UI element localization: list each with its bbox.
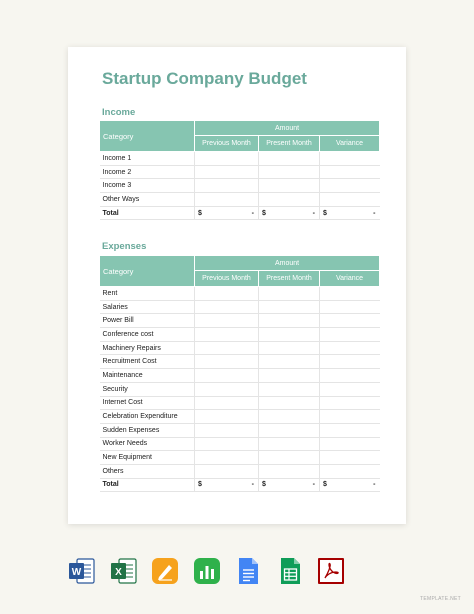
currency-symbol: $ — [198, 209, 202, 217]
income-previous-cell[interactable] — [195, 165, 259, 179]
income-variance-cell[interactable] — [320, 179, 380, 193]
expenses-category-cell: New Equipment — [100, 451, 195, 465]
expenses-previous-cell[interactable] — [195, 328, 259, 342]
expenses-row — [100, 341, 380, 355]
expenses-present-cell[interactable] — [259, 369, 320, 383]
expenses-present-cell[interactable] — [259, 328, 320, 342]
expenses-category-cell: Power Bill — [100, 314, 195, 328]
income-present-cell[interactable] — [259, 165, 320, 179]
expenses-variance-cell[interactable] — [320, 341, 380, 355]
income-total-row — [100, 206, 380, 220]
expenses-total-variance — [320, 478, 380, 492]
income-total-previous — [195, 206, 259, 220]
currency-symbol: $ — [323, 481, 327, 489]
expenses-variance-cell[interactable] — [320, 300, 380, 314]
amount-dash: - — [373, 209, 376, 217]
amount-dash: - — [251, 209, 254, 217]
expenses-previous-month-header: Previous Month — [195, 271, 259, 287]
expenses-row — [100, 423, 380, 437]
expenses-previous-cell[interactable] — [195, 314, 259, 328]
expenses-previous-cell[interactable] — [195, 451, 259, 465]
currency-symbol: $ — [262, 481, 266, 489]
expenses-row — [100, 314, 380, 328]
expenses-present-cell[interactable] — [259, 423, 320, 437]
expenses-total-previous — [195, 478, 259, 492]
expenses-row — [100, 355, 380, 369]
expenses-variance-cell[interactable] — [320, 314, 380, 328]
income-present-cell[interactable] — [259, 179, 320, 193]
income-row — [100, 193, 380, 207]
expenses-total-row — [100, 478, 380, 492]
income-category-header: Category — [100, 121, 195, 152]
income-previous-cell[interactable] — [195, 179, 259, 193]
income-variance-cell[interactable] — [320, 165, 380, 179]
income-table — [99, 120, 380, 220]
expenses-previous-cell[interactable] — [195, 369, 259, 383]
expenses-present-cell[interactable] — [259, 300, 320, 314]
income-previous-month-header: Previous Month — [195, 136, 259, 152]
income-variance-cell[interactable] — [320, 193, 380, 207]
expenses-variance-cell[interactable] — [320, 328, 380, 342]
expenses-variance-header: Variance — [320, 271, 380, 287]
document-title: Startup Company Budget — [102, 69, 307, 88]
word-icon[interactable] — [68, 557, 96, 585]
expenses-present-cell[interactable] — [259, 382, 320, 396]
income-category-cell: Income 2 — [100, 165, 195, 179]
expenses-present-cell[interactable] — [259, 437, 320, 451]
expenses-previous-cell[interactable] — [195, 437, 259, 451]
svg-text:X: X — [114, 567, 122, 578]
amount-dash: - — [373, 481, 376, 489]
income-variance-cell[interactable] — [320, 152, 380, 166]
expenses-row — [100, 369, 380, 383]
income-present-cell[interactable] — [259, 152, 320, 166]
expenses-row — [100, 287, 380, 301]
amount-dash: - — [251, 481, 254, 489]
expenses-category-cell: Conference cost — [100, 328, 195, 342]
expenses-row — [100, 396, 380, 410]
format-icons-bar — [68, 557, 345, 585]
income-present-cell[interactable] — [259, 193, 320, 207]
expenses-variance-cell[interactable] — [320, 396, 380, 410]
expenses-variance-cell[interactable] — [320, 464, 380, 478]
pdf-icon[interactable] — [317, 557, 345, 585]
expenses-previous-cell[interactable] — [195, 396, 259, 410]
income-total-variance — [320, 206, 380, 220]
expenses-row — [100, 300, 380, 314]
expenses-present-cell[interactable] — [259, 314, 320, 328]
income-total-present — [259, 206, 320, 220]
pages-icon[interactable] — [151, 557, 179, 585]
expenses-previous-cell[interactable] — [195, 382, 259, 396]
currency-symbol: $ — [262, 209, 266, 217]
expenses-category-cell: Recruitment Cost — [100, 355, 195, 369]
income-category-cell: Other Ways — [100, 193, 195, 207]
expenses-variance-cell[interactable] — [320, 382, 380, 396]
expenses-present-cell[interactable] — [259, 341, 320, 355]
income-previous-cell[interactable] — [195, 193, 259, 207]
expenses-category-cell: Rent — [100, 287, 195, 301]
expenses-variance-cell[interactable] — [320, 437, 380, 451]
expenses-category-cell: Worker Needs — [100, 437, 195, 451]
expenses-category-cell: Security — [100, 382, 195, 396]
expenses-section-title: Expenses — [102, 241, 147, 252]
expenses-row — [100, 328, 380, 342]
income-row — [100, 179, 380, 193]
currency-symbol: $ — [198, 481, 202, 489]
amount-dash: - — [312, 481, 315, 489]
expenses-previous-cell[interactable] — [195, 423, 259, 437]
numbers-icon[interactable] — [193, 557, 221, 585]
expenses-previous-cell[interactable] — [195, 410, 259, 424]
expenses-row — [100, 410, 380, 424]
excel-icon[interactable] — [110, 557, 138, 585]
expenses-table — [99, 255, 380, 492]
expenses-present-cell[interactable] — [259, 451, 320, 465]
expenses-present-cell[interactable] — [259, 410, 320, 424]
income-present-month-header: Present Month — [259, 136, 320, 152]
expenses-amount-header: Amount — [195, 256, 380, 271]
expenses-previous-cell[interactable] — [195, 300, 259, 314]
expenses-present-cell[interactable] — [259, 396, 320, 410]
expenses-variance-cell[interactable] — [320, 451, 380, 465]
document-page — [68, 47, 406, 524]
google-sheets-icon[interactable] — [276, 557, 304, 585]
svg-text:W: W — [71, 567, 82, 578]
income-total-label: Total — [100, 206, 195, 220]
watermark: TEMPLATE.NET — [420, 596, 462, 602]
amount-dash: - — [312, 209, 315, 217]
expenses-previous-cell[interactable] — [195, 341, 259, 355]
expenses-present-cell[interactable] — [259, 355, 320, 369]
income-row — [100, 152, 380, 166]
income-variance-header: Variance — [320, 136, 380, 152]
currency-symbol: $ — [323, 209, 327, 217]
income-category-cell: Income 3 — [100, 179, 195, 193]
income-category-cell: Income 1 — [100, 152, 195, 166]
expenses-category-cell: Sudden Expenses — [100, 423, 195, 437]
income-row — [100, 165, 380, 179]
expenses-category-header: Category — [100, 256, 195, 287]
expenses-row — [100, 451, 380, 465]
google-docs-icon[interactable] — [234, 557, 262, 585]
income-previous-cell[interactable] — [195, 152, 259, 166]
expenses-total-present — [259, 478, 320, 492]
expenses-row — [100, 464, 380, 478]
income-section-title: Income — [102, 107, 136, 118]
expenses-total-label: Total — [100, 478, 195, 492]
expenses-variance-cell[interactable] — [320, 369, 380, 383]
expenses-variance-cell[interactable] — [320, 410, 380, 424]
expenses-category-cell: Others — [100, 464, 195, 478]
expenses-category-cell: Celebration Expenditure — [100, 410, 195, 424]
expenses-present-month-header: Present Month — [259, 271, 320, 287]
expenses-category-cell: Maintenance — [100, 369, 195, 383]
expenses-category-cell: Machinery Repairs — [100, 341, 195, 355]
expenses-variance-cell[interactable] — [320, 355, 380, 369]
expenses-variance-cell[interactable] — [320, 287, 380, 301]
expenses-variance-cell[interactable] — [320, 423, 380, 437]
expenses-present-cell[interactable] — [259, 287, 320, 301]
income-amount-header: Amount — [195, 121, 380, 136]
expenses-row — [100, 382, 380, 396]
expenses-category-cell: Salaries — [100, 300, 195, 314]
expenses-previous-cell[interactable] — [195, 287, 259, 301]
expenses-category-cell: Internet Cost — [100, 396, 195, 410]
expenses-row — [100, 437, 380, 451]
expenses-previous-cell[interactable] — [195, 355, 259, 369]
expenses-previous-cell[interactable] — [195, 464, 259, 478]
expenses-present-cell[interactable] — [259, 464, 320, 478]
